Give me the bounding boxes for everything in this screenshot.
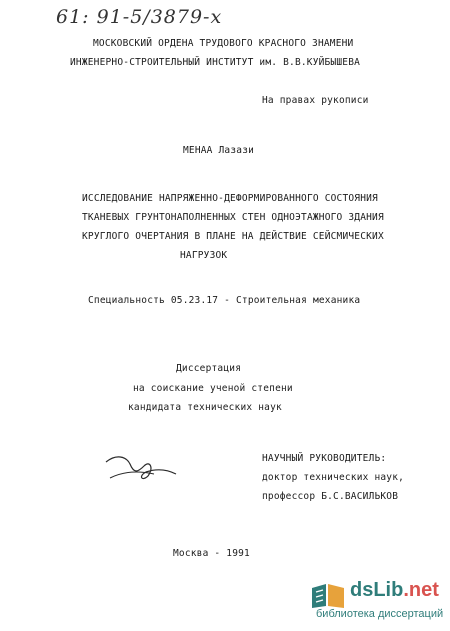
signature-scribble bbox=[102, 448, 182, 488]
title-line-4: НАГРУЗОК bbox=[180, 250, 228, 261]
manuscript-note: На правах рукописи bbox=[262, 95, 369, 106]
institution-line-2: ИНЖЕНЕРНО-СТРОИТЕЛЬНЫЙ ИНСТИТУТ им. В.В.КУЙБЫШЕВА bbox=[70, 57, 361, 68]
dslib-brand-main: dsLib bbox=[350, 579, 404, 601]
dslib-brand-suffix: .net bbox=[403, 579, 439, 601]
advisor-line-2: доктор технических наук, bbox=[262, 472, 405, 483]
dslib-watermark[interactable] bbox=[308, 578, 446, 626]
institution-line-1: МОСКОВСКИЙ ОРДЕНА ТРУДОВОГО КРАСНОГО ЗНАМЕНИ bbox=[93, 38, 354, 49]
title-line-3: КРУГЛОГО ОЧЕРТАНИЯ В ПЛАНЕ НА ДЕЙСТВИЕ СЕЙСМИЧЕСКИХ bbox=[82, 231, 384, 242]
city-year: Москва - 1991 bbox=[173, 548, 250, 559]
advisor-line-3: профессор Б.С.ВАСИЛЬКОВ bbox=[262, 491, 399, 502]
handwritten-archive-number: 61: 91-5/3879-х bbox=[56, 6, 223, 28]
dissertation-line-3: кандидата технических наук bbox=[128, 402, 282, 413]
dissertation-line-1: Диссертация bbox=[176, 363, 242, 374]
advisor-line-1: НАУЧНЫЙ РУКОВОДИТЕЛЬ: bbox=[262, 453, 387, 464]
title-line-2: ТКАНЕВЫХ ГРУНТОНАПОЛНЕННЫХ СТЕН ОДНОЭТАЖНОГО ЗДАНИЯ bbox=[82, 212, 384, 223]
author-name: МЕНАА Лазази bbox=[183, 145, 255, 156]
title-line-1: ИССЛЕДОВАНИЕ НАПРЯЖЕННО-ДЕФОРМИРОВАННОГО СОСТОЯНИЯ bbox=[82, 193, 378, 204]
dissertation-line-2: на соискание ученой степени bbox=[133, 383, 293, 394]
dslib-logo-icon bbox=[308, 580, 348, 610]
dslib-tagline: библиотека диссертаций bbox=[316, 608, 444, 620]
specialty-line: Специальность 05.23.17 - Строительная механика bbox=[88, 295, 361, 306]
